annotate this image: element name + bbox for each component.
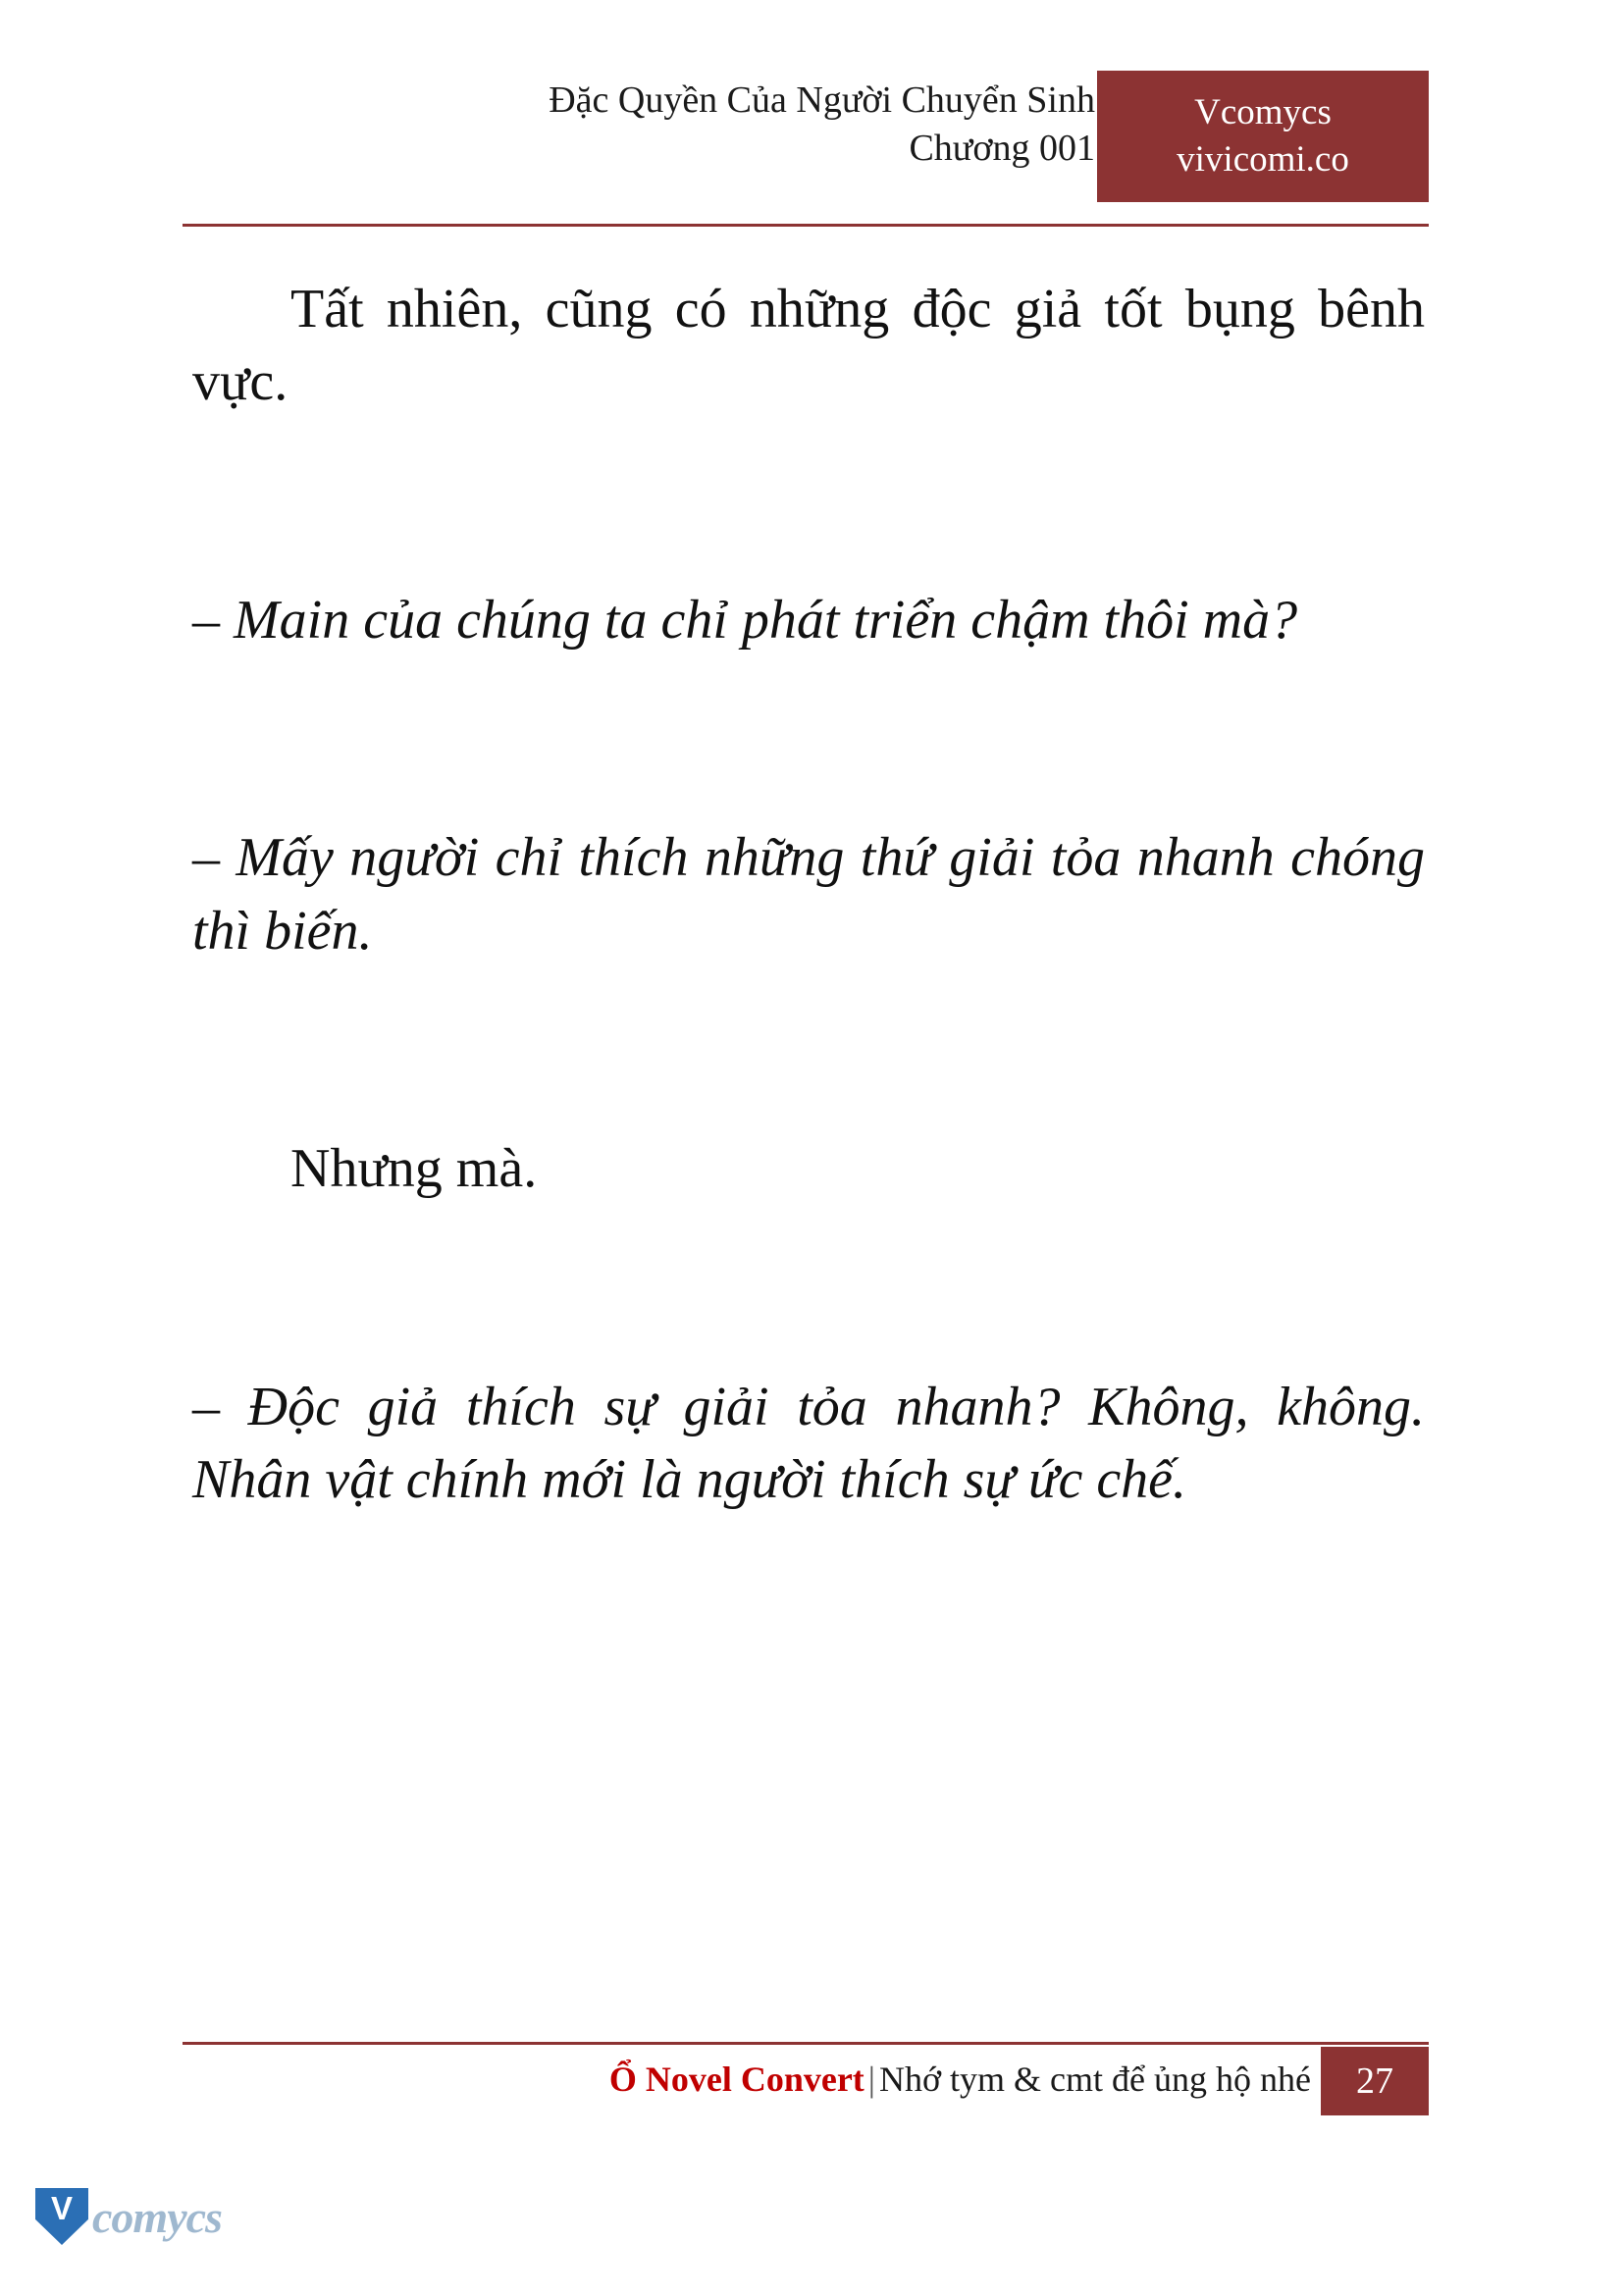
site-badge-name: Vcomycs [1194, 91, 1332, 132]
footer-divider [183, 2042, 1429, 2045]
paragraph: – Độc giả thích sự giải tỏa nhanh? Không, không. Nhân vật chính mới là người thích sự ức chế. [192, 1376, 1425, 1511]
footer-brand: Ổ Novel Convert [608, 2060, 864, 2099]
page-footer [183, 2053, 1429, 2121]
footer-text-block [609, 2057, 1311, 2103]
footer-separator: | [867, 2060, 876, 2099]
paragraph: Nhưng mà. [290, 1138, 538, 1200]
page-header [183, 77, 1429, 224]
shield-icon [35, 2188, 88, 2245]
paragraph: – Main của chúng ta chỉ phát triển chậm thôi mà? [192, 589, 1298, 651]
paragraph: – Mấy người chỉ thích những thứ giải tỏa nhanh chóng thì biến. [192, 827, 1425, 962]
footer-note: Nhớ tym & cmt để ủng hộ nhé [879, 2060, 1311, 2099]
chapter-label: Chương 001 [909, 127, 1095, 169]
book-title: Đặc Quyền Của Người Chuyển Sinh [549, 79, 1095, 121]
shield-letter: V [50, 2190, 73, 2226]
header-title-block [549, 77, 1095, 172]
page-content [192, 273, 1425, 1517]
paragraph: Tất nhiên, cũng có những độc giả tốt bụng bênh vực. [192, 279, 1425, 413]
vcomycs-watermark-logo [35, 2180, 261, 2253]
watermark-text: comycs [92, 2191, 222, 2242]
site-badge [1097, 71, 1429, 202]
header-divider [183, 224, 1429, 227]
site-badge-url: vivicomi.co [1177, 139, 1349, 180]
page-number-badge: 27 [1321, 2047, 1429, 2115]
